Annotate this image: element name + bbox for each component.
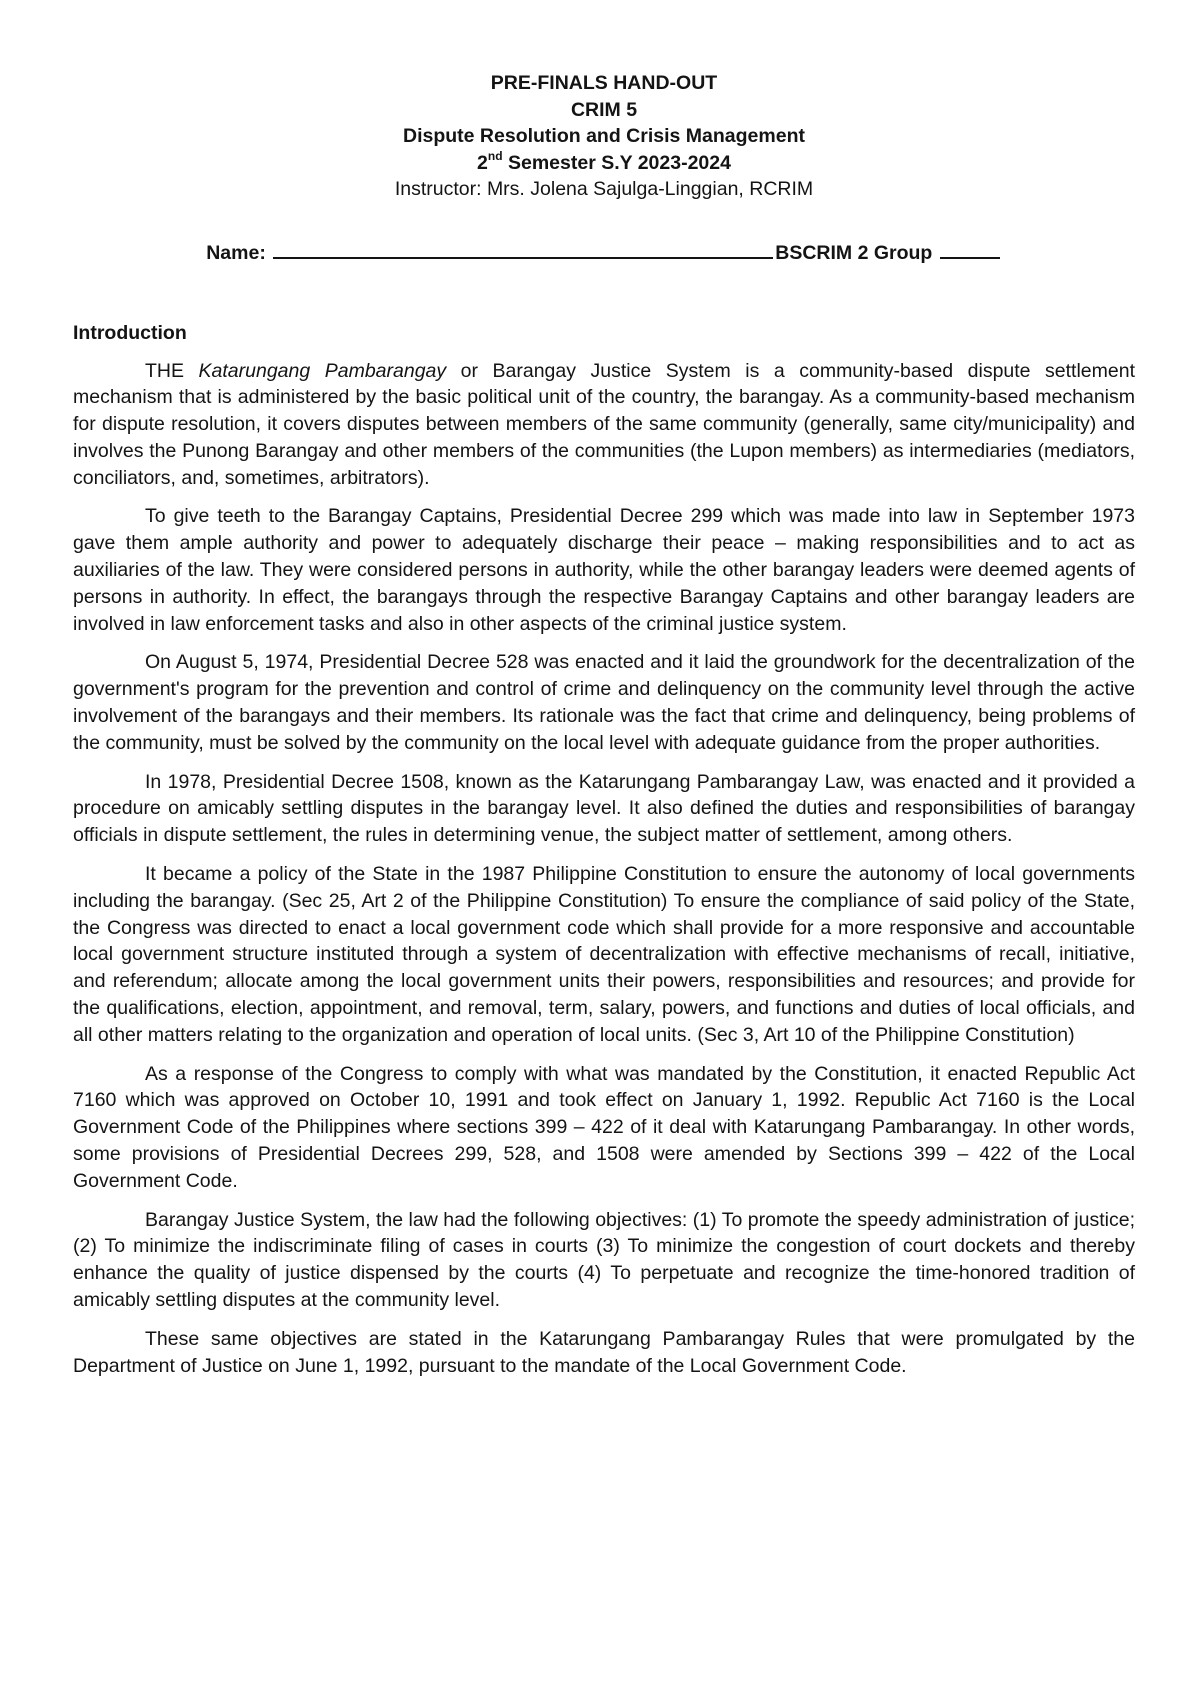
paragraph-1-italic: Katarungang Pambarangay xyxy=(198,359,447,382)
semester-ordinal: 2 xyxy=(477,151,488,174)
section-title: Introduction xyxy=(73,321,187,344)
semester-line xyxy=(73,150,1135,177)
course-code: CRIM 5 xyxy=(570,98,638,121)
group-blank[interactable] xyxy=(940,239,1000,259)
paragraph-3: On August 5, 1974, Presidential Decree 528 was enacted and it laid the groundwork for the decentralization of the government's program for the prevention and control of crime and delinquency on the community level through the active involvement of the barangays and their members. Its rationale was the fact that crime and delinquency, being problems of the community, must be solved by the community on the local level with adequate guidance from the proper authorities. xyxy=(73,651,1135,754)
paragraph-1-start: THE xyxy=(145,359,199,382)
paragraph-4: In 1978, Presidential Decree 1508, known as the Katarungang Pambarangay Law, was enacted and it provided a procedure on amicably settling disputes in the barangay level. It also defined the duties and responsibilities of barangay officials in dispute settlement, the rules in determining venue, the subject matter of settlement, among others. xyxy=(73,770,1135,847)
document-header xyxy=(73,70,1135,203)
paragraph-8: These same objectives are stated in the Katarungang Pambarangay Rules that were promulgated by the Department of Justice on June 1, 1992, pursuant to the mandate of the Local Government Code. xyxy=(73,1327,1135,1377)
semester-suffix: nd xyxy=(487,149,503,163)
course-title: Dispute Resolution and Crisis Management xyxy=(403,125,805,147)
name-line xyxy=(73,239,1135,266)
semester-rest: Semester S.Y 2023-2024 xyxy=(502,151,731,174)
paragraph-7: Barangay Justice System, the law had the following objectives: (1) To promote the speedy administration of justice; (2) To minimize the indiscriminate filing of cases in courts (3) To minimize the congestion of court dockets and thereby enhance the quality of justice dispensed by the courts (4) To perpetuate and recognize the time-honored tradition of amicably settling disputes at the community level. xyxy=(73,1208,1135,1311)
group-label: BSCRIM 2 Group xyxy=(775,241,938,264)
handout-title: PRE-FINALS HAND-OUT xyxy=(490,72,718,94)
instructor-line: Instructor: Mrs. Jolena Sajulga-Linggian, RCRIM xyxy=(394,178,814,200)
paragraph-5: It became a policy of the State in the 1987 Philippine Constitution to ensure the autonomy of local governments including the barangay. (Sec 25, Art 2 of the Philippine Constitution) To ensure the compliance of said policy of the State, the Congress was directed to enact a local government code which shall provide for a more responsive and accountable local government structure instituted through a system of decentralization with effective mechanisms of recall, initiative, and referendum; allocate among the local government units their powers, responsibilities and resources; and provide for the qualifications, election, appointment, and removal, term, salary, powers, and functions and duties of local officials, and all other matters relating to the organization and operation of local units. (Sec 3, Art 10 of the Philippine Constitution) xyxy=(73,863,1135,1046)
name-blank[interactable] xyxy=(273,239,773,259)
paragraph-2: To give teeth to the Barangay Captains, Presidential Decree 299 which was made into law in September 1973 gave them ample authority and power to adequately discharge their peace – making responsibilities and to act as auxiliaries of the law. They were considered persons in authority, while the other barangay leaders were deemed agents of persons in authority. In effect, the barangays through the respective Barangay Captains and other barangay leaders are involved in law enforcement tasks and also in other aspects of the criminal justice system. xyxy=(73,505,1135,635)
document-page xyxy=(73,70,1135,1379)
paragraph-6: As a response of the Congress to comply with what was mandated by the Constitution, it enacted Republic Act 7160 which was approved on October 10, 1991 and took effect on January 1, 1992. Republic Act 7160 is the Local Government Code of the Philippines where sections 399 – 422 of it deal with Katarungang Pambarangay. In other words, some provisions of Presidential Decrees 299, 528, and 1508 were amended by Sections 399 – 422 of the Local Government Code. xyxy=(73,1062,1135,1192)
paragraph-1-rest: or Barangay Justice System is a community-based dispute settlement mechanism that is administered by the basic political unit of the country, the barangay. As a community-based mechanism for dispute resolution, it covers disputes between members of the same community (generally, same city/municipality) and involves the Punong Barangay and other members of the communities (the Lupon members) as intermediaries (mediators, conciliators, and, sometimes, arbitrators). xyxy=(73,359,1135,489)
paragraph-1 xyxy=(73,358,1135,492)
name-label: Name: xyxy=(206,241,272,264)
